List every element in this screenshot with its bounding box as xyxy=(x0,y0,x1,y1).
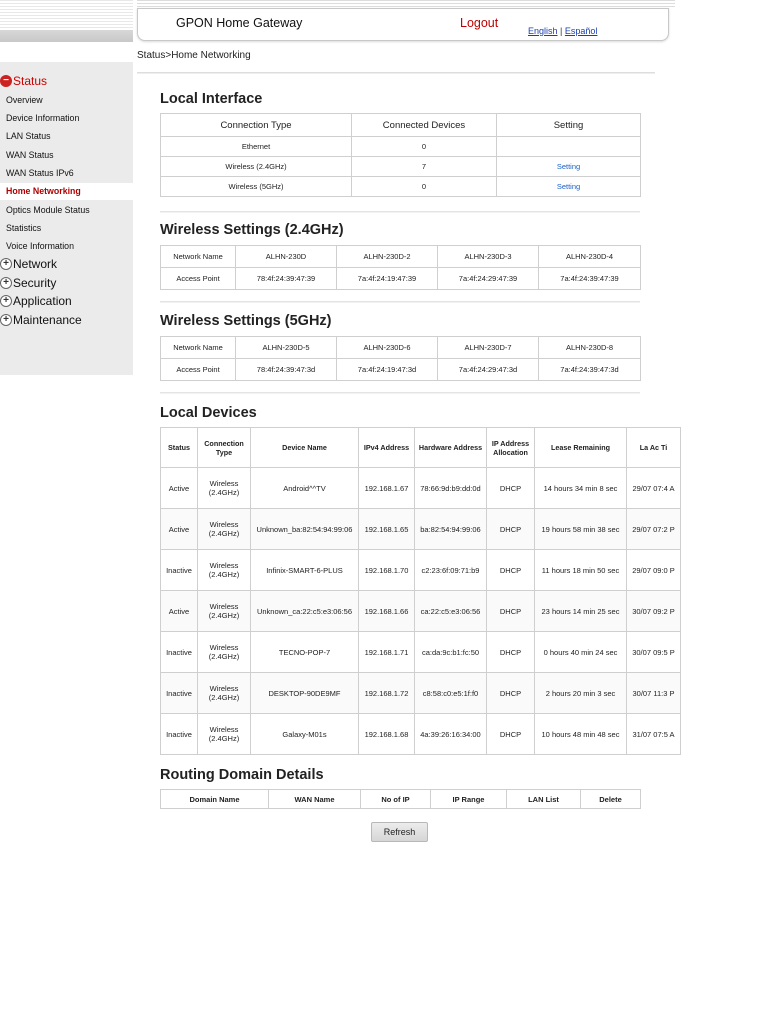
table-row xyxy=(161,673,681,714)
column-header: IP Range xyxy=(431,790,507,809)
column-header: Setting xyxy=(497,114,641,137)
status-cell: Inactive xyxy=(161,550,198,591)
setting-cell xyxy=(497,177,641,197)
access-point-cell: 7a:4f:24:19:47:39 xyxy=(337,268,438,290)
lease-remaining-cell: 0 hours 40 min 24 sec xyxy=(535,632,627,673)
section-divider xyxy=(160,211,640,213)
sidebar-item-wan-status[interactable]: WAN Status xyxy=(6,150,54,160)
column-header: Connection Type xyxy=(198,428,251,468)
ipv4-address-cell: 192.168.1.68 xyxy=(359,714,415,755)
column-header: Connected Devices xyxy=(352,114,497,137)
hardware-address-cell: ca:da:9c:b1:fc:50 xyxy=(415,632,487,673)
connection-type-cell: Wireless (2.4GHz) xyxy=(198,509,251,550)
table-row xyxy=(161,337,641,359)
network-name-cell: ALHN-230D-5 xyxy=(236,337,337,359)
ip-allocation-cell: DHCP xyxy=(487,632,535,673)
table-header-row xyxy=(161,114,641,137)
sidebar-group-label: Status xyxy=(13,74,48,88)
connection-type-cell: Ethernet xyxy=(161,137,352,157)
sidebar-group-label: Security xyxy=(13,276,57,290)
sidebar-group-status[interactable] xyxy=(0,74,47,88)
access-point-cell: 78:4f:24:39:47:3d xyxy=(236,359,337,381)
wireless-5-title: Wireless Settings (5GHz) xyxy=(160,313,332,329)
hardware-address-cell: c8:58:c0:e5:1f:f0 xyxy=(415,673,487,714)
ip-allocation-cell: DHCP xyxy=(487,591,535,632)
table-row xyxy=(161,632,681,673)
local-interface-title: Local Interface xyxy=(160,91,263,107)
lease-remaining-cell: 23 hours 14 min 25 sec xyxy=(535,591,627,632)
lease-remaining-cell: 19 hours 58 min 38 sec xyxy=(535,509,627,550)
device-name-cell: Unknown_ca:22:c5:e3:06:56 xyxy=(251,591,359,632)
sidebar-group-label: Maintenance xyxy=(13,313,82,327)
expand-icon: + xyxy=(0,295,12,307)
setting-link-2-4ghz[interactable]: Setting xyxy=(556,162,581,171)
table-row xyxy=(161,550,681,591)
ip-allocation-cell: DHCP xyxy=(487,714,535,755)
column-header: LAN List xyxy=(507,790,581,809)
sidebar xyxy=(0,62,133,375)
ipv4-address-cell: 192.168.1.67 xyxy=(359,468,415,509)
connection-type-cell: Wireless (5GHz) xyxy=(161,177,352,197)
sidebar-group-maintenance[interactable] xyxy=(0,313,82,327)
last-active-time-cell: 30/07 09:2 P xyxy=(627,591,681,632)
status-cell: Active xyxy=(161,468,198,509)
status-cell: Inactive xyxy=(161,632,198,673)
lease-remaining-cell: 14 hours 34 min 8 sec xyxy=(535,468,627,509)
breadcrumb: Status>Home Networking xyxy=(137,50,251,61)
hardware-address-cell: ca:22:c5:e3:06:56 xyxy=(415,591,487,632)
expand-icon: + xyxy=(0,314,12,326)
status-cell: Active xyxy=(161,509,198,550)
sidebar-item-voice-information[interactable]: Voice Information xyxy=(6,241,74,251)
network-name-cell: ALHN-230D-4 xyxy=(539,246,641,268)
setting-link-5ghz[interactable]: Setting xyxy=(556,182,581,191)
setting-cell xyxy=(497,137,641,157)
sidebar-group-security[interactable] xyxy=(0,276,56,290)
local-interface-table xyxy=(160,113,641,197)
section-divider xyxy=(160,301,640,303)
access-point-cell: 78:4f:24:39:47:39 xyxy=(236,268,337,290)
last-active-time-cell: 31/07 07:5 A xyxy=(627,714,681,755)
device-name-cell: Infinix-SMART-6-PLUS xyxy=(251,550,359,591)
table-header-row xyxy=(161,790,641,809)
ip-allocation-cell: DHCP xyxy=(487,468,535,509)
row-label: Network Name xyxy=(161,337,236,359)
device-name-cell: DESKTOP-90DE9MF xyxy=(251,673,359,714)
connection-type-cell: Wireless (2.4GHz) xyxy=(198,714,251,755)
sidebar-item-home-networking[interactable]: Home Networking xyxy=(0,183,133,200)
connection-type-cell: Wireless (2.4GHz) xyxy=(198,632,251,673)
routing-domain-title: Routing Domain Details xyxy=(160,767,324,783)
table-row xyxy=(161,177,641,197)
column-header: Hardware Address xyxy=(415,428,487,468)
access-point-cell: 7a:4f:24:39:47:39 xyxy=(539,268,641,290)
ip-allocation-cell: DHCP xyxy=(487,509,535,550)
wireless-24-title: Wireless Settings (2.4GHz) xyxy=(160,222,344,238)
app-title: GPON Home Gateway xyxy=(176,16,303,30)
ip-allocation-cell: DHCP xyxy=(487,550,535,591)
connection-type-cell: Wireless (2.4GHz) xyxy=(198,673,251,714)
network-name-cell: ALHN-230D-7 xyxy=(438,337,539,359)
routing-domain-table xyxy=(160,789,641,809)
last-active-time-cell: 29/07 09:0 P xyxy=(627,550,681,591)
table-row xyxy=(161,157,641,177)
last-active-time-cell: 29/07 07:2 P xyxy=(627,509,681,550)
status-cell: Active xyxy=(161,591,198,632)
connected-devices-cell: 0 xyxy=(352,137,497,157)
access-point-cell: 7a:4f:24:29:47:3d xyxy=(438,359,539,381)
wireless-5-table xyxy=(160,336,641,381)
collapse-icon: − xyxy=(0,75,12,87)
top-header xyxy=(137,8,669,41)
column-header: WAN Name xyxy=(269,790,361,809)
ipv4-address-cell: 192.168.1.70 xyxy=(359,550,415,591)
connection-type-cell: Wireless (2.4GHz) xyxy=(198,591,251,632)
column-header: IP Address Allocation xyxy=(487,428,535,468)
access-point-cell: 7a:4f:24:19:47:3d xyxy=(337,359,438,381)
ipv4-address-cell: 192.168.1.72 xyxy=(359,673,415,714)
network-name-cell: ALHN-230D-8 xyxy=(539,337,641,359)
sidebar-group-network[interactable] xyxy=(0,257,57,271)
section-divider xyxy=(160,392,640,394)
connection-type-cell: Wireless (2.4GHz) xyxy=(161,157,352,177)
access-point-cell: 7a:4f:24:29:47:39 xyxy=(438,268,539,290)
connection-type-cell: Wireless (2.4GHz) xyxy=(198,468,251,509)
column-header: IPv4 Address xyxy=(359,428,415,468)
lang-separator: | xyxy=(560,26,563,36)
table-row xyxy=(161,359,641,381)
sidebar-item-device-information[interactable]: Device Information xyxy=(6,113,80,123)
table-row xyxy=(161,591,681,632)
column-header: Connection Type xyxy=(161,114,352,137)
header-stripes xyxy=(137,0,675,8)
sidebar-group-application[interactable] xyxy=(0,294,72,308)
column-header: Status xyxy=(161,428,198,468)
connected-devices-cell: 7 xyxy=(352,157,497,177)
sidebar-item-overview[interactable]: Overview xyxy=(6,95,43,105)
device-name-cell: Unknown_ba:82:54:94:99:06 xyxy=(251,509,359,550)
device-name-cell: TECNO-POP-7 xyxy=(251,632,359,673)
hardware-address-cell: 78:66:9d:b9:dd:0d xyxy=(415,468,487,509)
connection-type-cell: Wireless (2.4GHz) xyxy=(198,550,251,591)
hardware-address-cell: ba:82:54:94:99:06 xyxy=(415,509,487,550)
column-header: Domain Name xyxy=(161,790,269,809)
ipv4-address-cell: 192.168.1.65 xyxy=(359,509,415,550)
last-active-time-cell: 30/07 09:5 P xyxy=(627,632,681,673)
expand-icon: + xyxy=(0,277,12,289)
device-name-cell: Galaxy-M01s xyxy=(251,714,359,755)
sidebar-group-label: Network xyxy=(13,257,58,271)
local-devices-table xyxy=(160,427,681,755)
table-row xyxy=(161,268,641,290)
status-cell: Inactive xyxy=(161,673,198,714)
table-row xyxy=(161,137,641,157)
hardware-address-cell: c2:23:6f:09:71:b9 xyxy=(415,550,487,591)
sidebar-item-optics-module-status[interactable]: Optics Module Status xyxy=(6,205,90,215)
device-name-cell: Android^^TV xyxy=(251,468,359,509)
network-name-cell: ALHN-230D-3 xyxy=(438,246,539,268)
setting-cell xyxy=(497,157,641,177)
logo-area xyxy=(0,0,133,42)
sidebar-item-lan-status[interactable]: LAN Status xyxy=(6,131,51,141)
column-header: No of IP xyxy=(361,790,431,809)
local-devices-title: Local Devices xyxy=(160,405,257,421)
ipv4-address-cell: 192.168.1.66 xyxy=(359,591,415,632)
lease-remaining-cell: 2 hours 20 min 3 sec xyxy=(535,673,627,714)
sidebar-item-wan-status-ipv6[interactable]: WAN Status IPv6 xyxy=(6,168,74,178)
lang-spanish-link[interactable]: Español xyxy=(564,26,598,36)
column-header: Delete xyxy=(581,790,641,809)
sidebar-group-label: Application xyxy=(13,294,72,308)
table-row xyxy=(161,468,681,509)
row-label: Access Point xyxy=(161,359,236,381)
table-row xyxy=(161,509,681,550)
lease-remaining-cell: 11 hours 18 min 50 sec xyxy=(535,550,627,591)
lease-remaining-cell: 10 hours 48 min 48 sec xyxy=(535,714,627,755)
network-name-cell: ALHN-230D xyxy=(236,246,337,268)
last-active-time-cell: 29/07 07:4 A xyxy=(627,468,681,509)
status-cell: Inactive xyxy=(161,714,198,755)
breadcrumb-divider xyxy=(137,72,655,74)
last-active-time-cell: 30/07 11:3 P xyxy=(627,673,681,714)
table-header-row xyxy=(161,428,681,468)
table-row xyxy=(161,714,681,755)
row-label: Network Name xyxy=(161,246,236,268)
wireless-24-table xyxy=(160,245,641,290)
refresh-button[interactable]: Refresh xyxy=(371,822,428,842)
connected-devices-cell: 0 xyxy=(352,177,497,197)
ipv4-address-cell: 192.168.1.71 xyxy=(359,632,415,673)
logout-link[interactable]: Logout xyxy=(460,16,499,30)
local-devices-scroll-area[interactable] xyxy=(160,427,675,755)
table-row xyxy=(161,246,641,268)
network-name-cell: ALHN-230D-2 xyxy=(337,246,438,268)
sidebar-item-statistics[interactable]: Statistics xyxy=(6,223,42,233)
access-point-cell: 7a:4f:24:39:47:3d xyxy=(539,359,641,381)
column-header: Device Name xyxy=(251,428,359,468)
column-header: La Ac Ti xyxy=(627,428,681,468)
hardware-address-cell: 4a:39:26:16:34:00 xyxy=(415,714,487,755)
ip-allocation-cell: DHCP xyxy=(487,673,535,714)
network-name-cell: ALHN-230D-6 xyxy=(337,337,438,359)
row-label: Access Point xyxy=(161,268,236,290)
lang-english-link[interactable]: English xyxy=(528,26,558,36)
column-header: Lease Remaining xyxy=(535,428,627,468)
expand-icon: + xyxy=(0,258,12,270)
language-switcher xyxy=(528,26,597,36)
